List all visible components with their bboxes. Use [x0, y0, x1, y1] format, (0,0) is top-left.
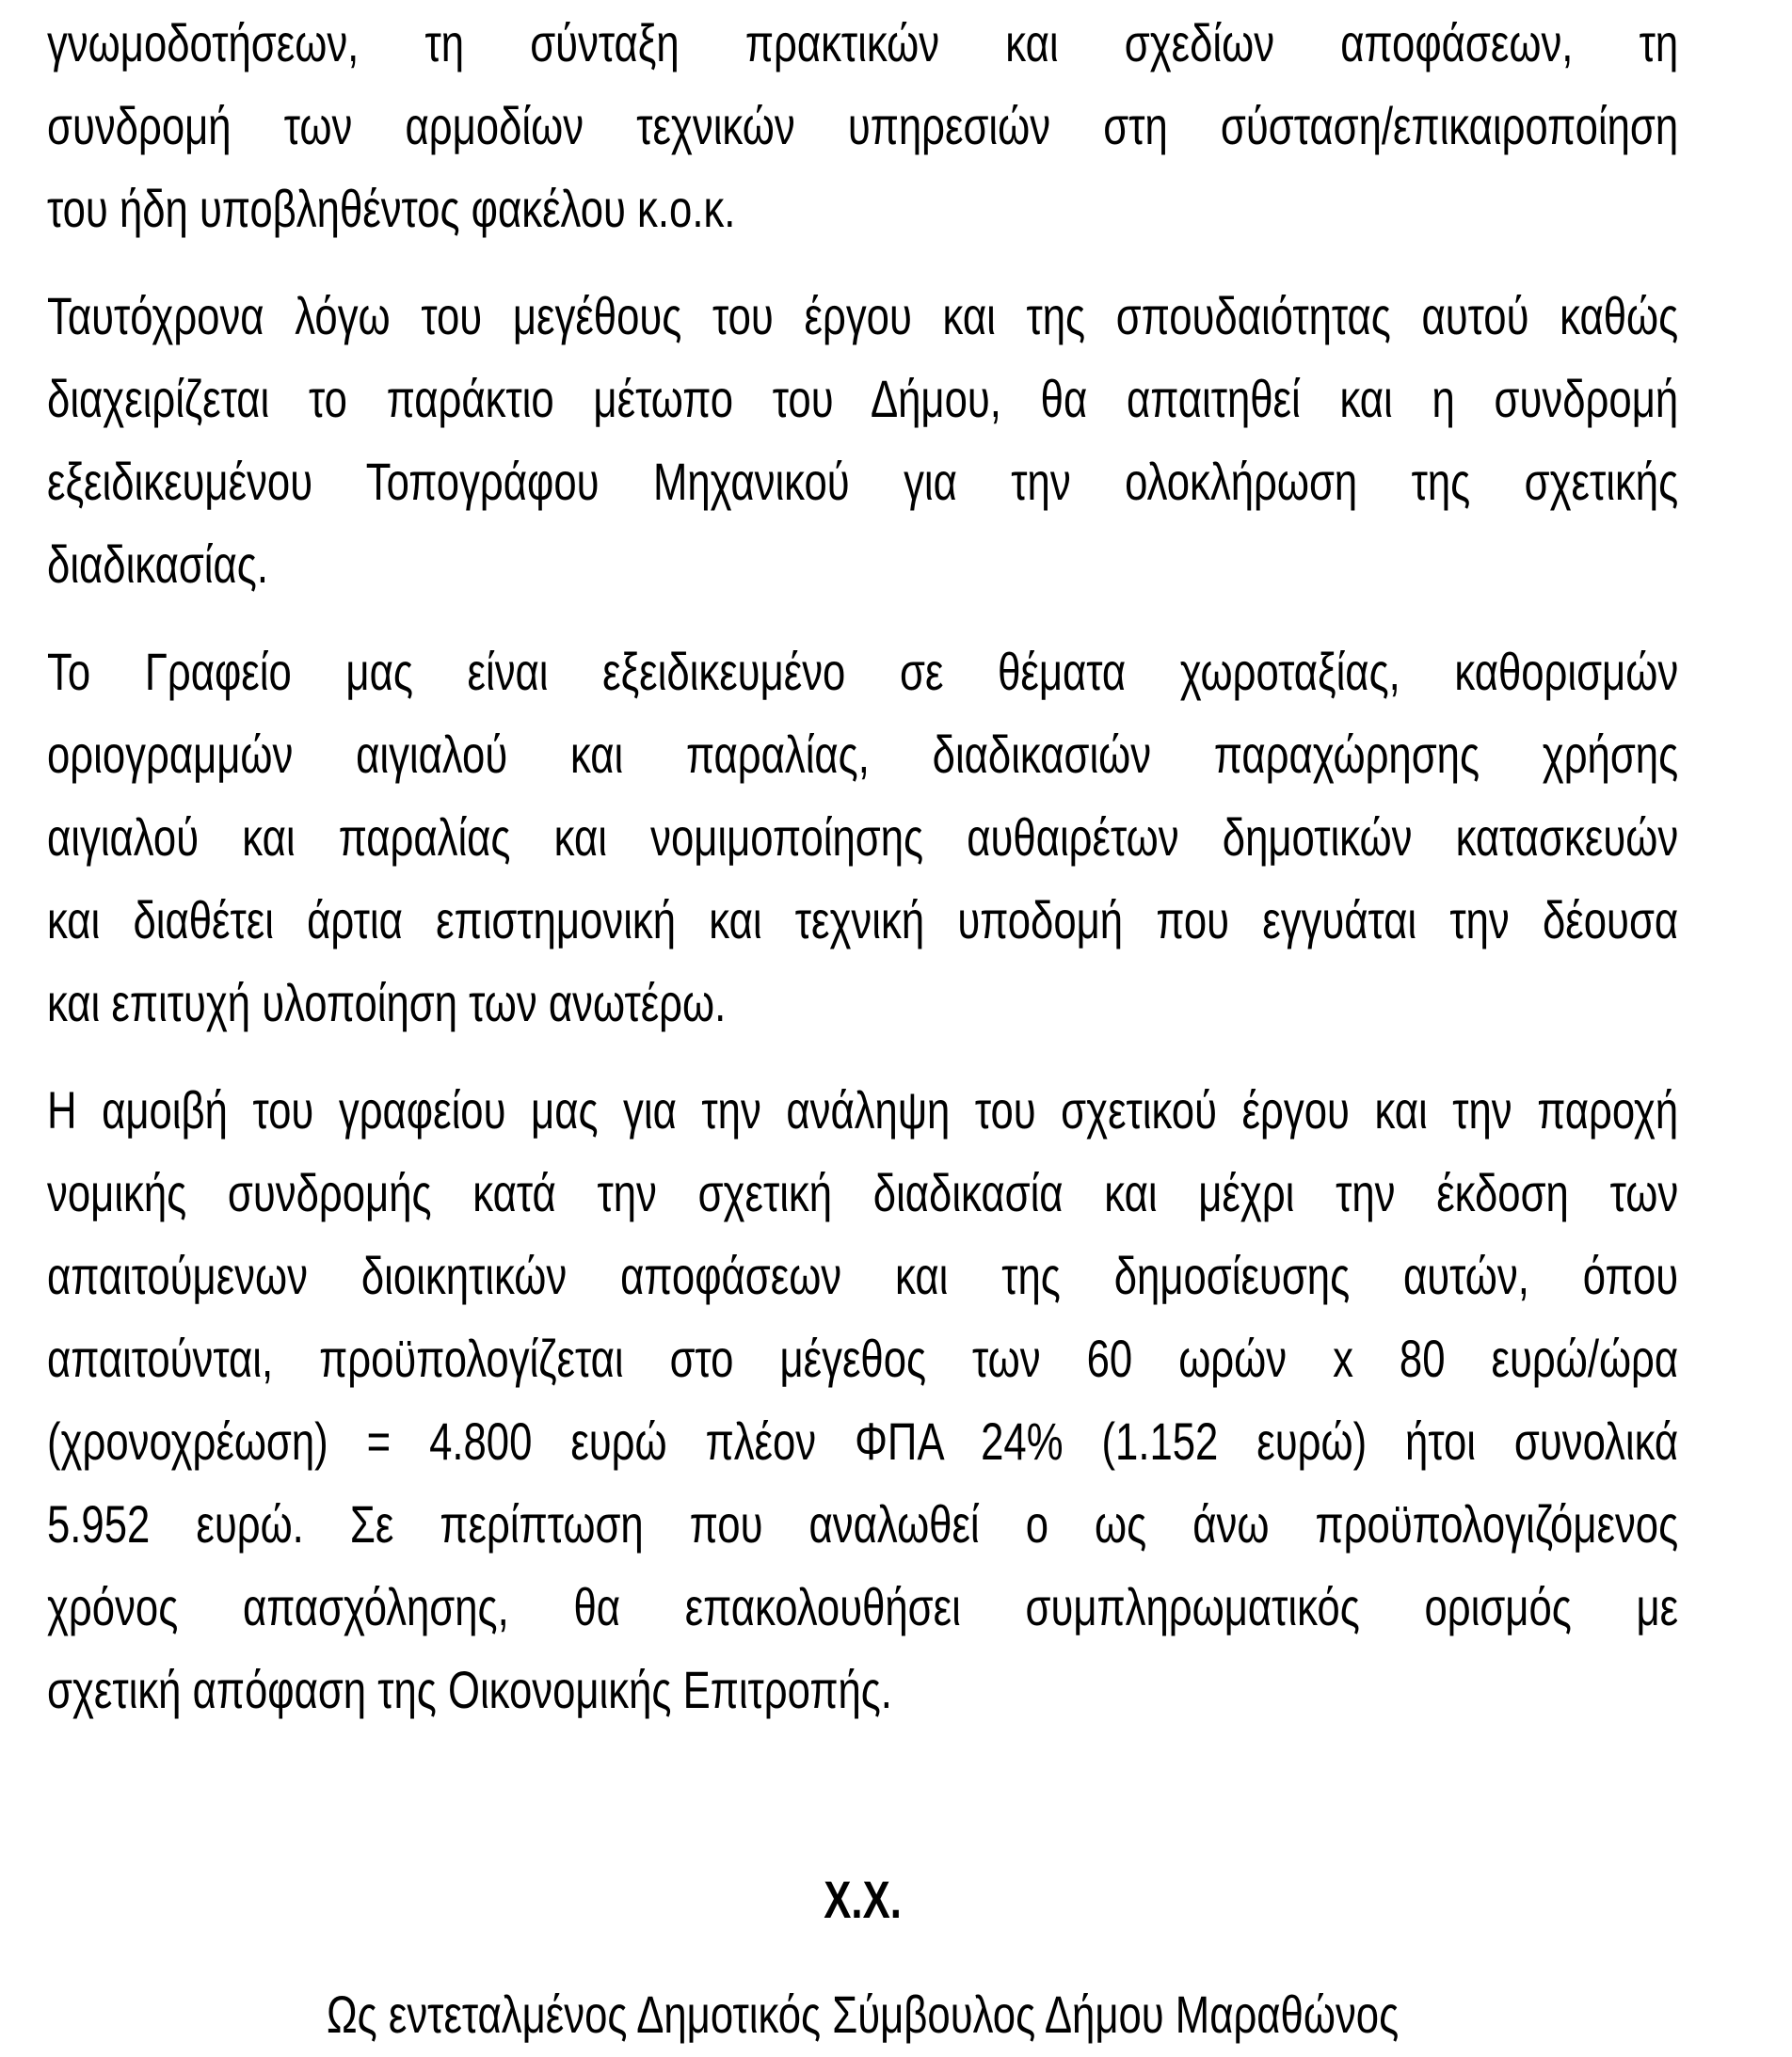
- text-line: διαχειρίζεται το παράκτιο μέτωπο του Δήμου, θα απαιτηθεί και η συνδρομή: [47, 369, 1679, 428]
- paragraph: [47, 275, 1678, 606]
- paragraph: [47, 1069, 1678, 1731]
- signature-role: Ως εντεταλμένος Δημοτικός Σύμβουλος Δήμου Μαραθώνος: [327, 1985, 1400, 2044]
- paragraph: [47, 630, 1678, 1044]
- text-line: διαδικασίας.: [47, 534, 268, 594]
- text-line: αιγιαλού και παραλίας και νομιμοποίησης αυθαιρέτων δημοτικών κατασκευών: [47, 807, 1679, 867]
- body-paragraphs: [47, 2, 1678, 1731]
- text-line: και διαθέτει άρτια επιστημονική και τεχνική υποδομή που εγγυάται την δέουσα: [47, 890, 1679, 949]
- text-line: 5.952 ευρώ. Σε περίπτωση που αναλωθεί ο ως άνω προϋπολογιζόμενος: [47, 1494, 1679, 1554]
- text-line: του ήδη υποβληθέντος φακέλου κ.ο.κ.: [47, 179, 736, 238]
- document-margins: [47, 0, 1792, 2056]
- text-line: οριογραμμών αιγιαλού και παραλίας, διαδικασιών παραχώρησης χρήσης: [47, 725, 1679, 784]
- text-line: Ταυτόχρονα λόγω του μεγέθους του έργου και της σπουδαιότητας αυτού καθώς: [47, 286, 1679, 345]
- signature-block: [47, 1858, 1678, 2056]
- text-line: γνωμοδοτήσεων, τη σύνταξη πρακτικών και σχεδίων αποφάσεων, τη: [47, 13, 1679, 72]
- paragraph: [47, 2, 1678, 250]
- text-line: Το Γραφείο μας είναι εξειδικευμένο σε θέματα χωροταξίας, καθορισμών: [47, 642, 1679, 701]
- text-line: χρόνος απασχόλησης, θα επακολουθήσει συμπληρωματικός ορισμός με: [47, 1577, 1679, 1636]
- text-column: [47, 2, 1678, 2056]
- text-line: Η αμοιβή του γραφείου μας για την ανάληψη του σχετικού έργου και την παροχή: [47, 1080, 1679, 1140]
- text-line: εξειδικευμένου Τοπογράφου Μηχανικού για την ολοκλήρωση της σχετικής: [47, 452, 1679, 511]
- text-line: (χρονοχρέωση) = 4.800 ευρώ πλέον ΦΠΑ 24% (1.152 ευρώ) ήτοι συνολικά: [47, 1411, 1679, 1471]
- text-line: απαιτούνται, προϋπολογίζεται στο μέγεθος των 60 ωρών x 80 ευρώ/ώρα: [47, 1329, 1679, 1388]
- signature-initials: Χ.Χ.: [824, 1870, 902, 1929]
- text-line: και επιτυχή υλοποίηση των ανωτέρω.: [47, 973, 727, 1032]
- text-line: απαιτούμενων διοικητικών αποφάσεων και της δημοσίευσης αυτών, όπου: [47, 1246, 1679, 1305]
- text-line: νομικής συνδρομής κατά την σχετική διαδικασία και μέχρι την έκδοση των: [47, 1163, 1679, 1222]
- text-line: συνδρομή των αρμοδίων τεχνικών υπηρεσιών στη σύσταση/επικαιροποίηση: [47, 96, 1679, 155]
- text-line: σχετική απόφαση της Οικονομικής Επιτροπής.: [47, 1660, 892, 1719]
